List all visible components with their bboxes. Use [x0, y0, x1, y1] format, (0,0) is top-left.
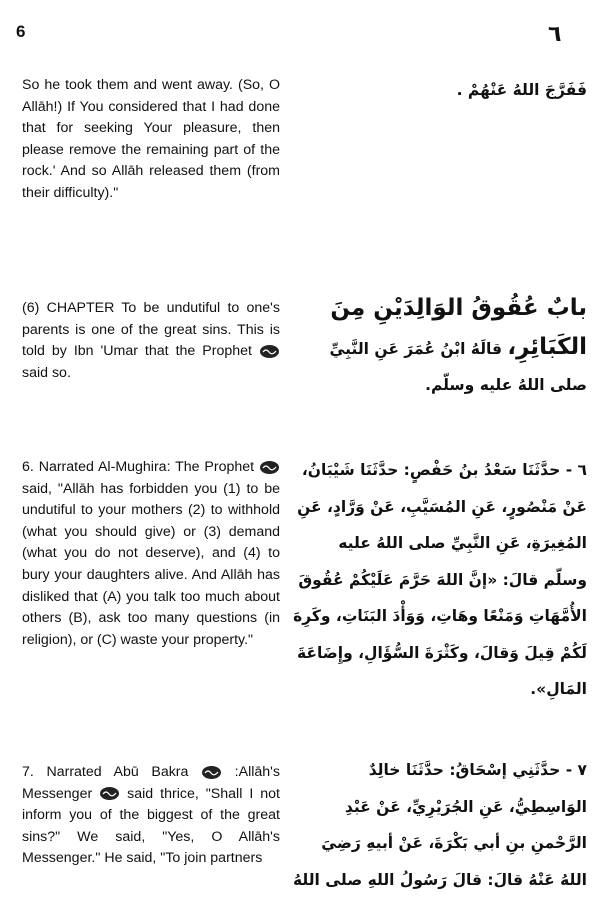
closing-arabic — [292, 72, 587, 109]
closing-english — [22, 75, 280, 205]
chapter-6-arabic-heading: بابٌ عُقُوقُ الوَالِدَيْنِ مِنَ الكَبَائِرِ، — [330, 295, 587, 360]
closing-english-text: So he took them and went away. (So, O Allāh!) If You considered that I had done that for seeking Your pleasure, then please remove the remaining part of the rock.' And so Allāh released them (from their difficulty)." — [22, 77, 280, 201]
hadith-6-arabic-text: ٦ - حدَّثَنَا سَعْدُ بنُ حَفْصٍ: حدَّثَنَا شَيْبَانُ، عَنْ مَنْصُورٍ، عَنِ المُسَيَّبِ، عَنْ وَرَّادٍ، عَنِ المُغِيرَةِ، عَنِ النَّبِيِّ صلى اللهُ عليه وسلّم قالَ: «إنَّ اللهَ حَرَّمَ عَلَيْكُمْ عُقُوقَ الأُمَّهَاتِ وَمَنْعًا وهَاتِ، وَوَأْدَ البَنَاتِ، وكَرِهَ لَكُمْ قِيلَ وَقالَ، وكَثْرَةَ السُّؤَالِ، وإِضَاعَةَ المَالِ». — [293, 461, 587, 698]
salutation-seal-icon — [259, 344, 280, 359]
hadith-7-arabic-text: ٧ - حدَّثَنِي إسْحَاقُ: حدَّثَنَا خالِدٌ الوَاسِطِيُّ، عَنِ الجُرَيْرِيِّ، عَنْ عَبْدِ الرَّحْمنِ بنِ أبي بَكْرَةَ، عَنْ أبيهِ رَضِيَ اللهُ عَنْهُ قالَ: قالَ رَسُولُ اللهِ صلى اللهُ — [292, 761, 587, 889]
hadith-7-english-intro: 7. Narrated Abū Bakra — [22, 764, 189, 780]
chapter-6-arabic — [292, 290, 587, 404]
hadith-6-english-text: said, "Allāh has forbidden you (1) to be undutiful to your mothers (2) to withhold (what you should give) or (3) demand (what you do not deserve), and (4) to bury your daughters alive. And Allāh has disliked that (A) you talk too much about others (B), ask too many questions (in religion), or (C) waste your property." — [22, 480, 280, 648]
chapter-6-arabic-text: قالَهُ ابْنُ عُمَرَ عَنِ النَّبِيِّ صلى اللهُ عليه وسلّم. — [329, 339, 587, 394]
hadith-6-english — [22, 457, 280, 651]
chapter-6-english-tail: said so. — [22, 364, 71, 381]
salutation-seal-icon — [259, 460, 280, 475]
hadith-7-english-text: said thrice, "Shall I not inform you of the biggest of the great sins?" We said, "Yes, O Allāh's Messenger." He said, "To join partners — [22, 785, 280, 867]
salutation-seal-icon — [201, 765, 222, 780]
salutation-seal-icon — [99, 786, 120, 801]
hadith-6-english-intro: 6. Narrated Al-Mughira: The Prophet — [22, 459, 255, 475]
chapter-6-english-text: (6) CHAPTER To be undutiful to one's parents is one of the great sins. This is told by Ibn 'Umar that the Prophet — [22, 300, 280, 360]
chapter-6-english — [22, 298, 280, 384]
page-number-latin: 6 — [16, 22, 26, 41]
hadith-7-arabic — [292, 752, 587, 898]
page-number-arabic: ٦ — [548, 22, 562, 47]
hadith-7-english-mid: :Allāh's Messenger — [22, 764, 280, 802]
hadith-7-english — [22, 762, 280, 870]
hadith-6-arabic — [292, 452, 587, 708]
closing-arabic-text: فَفَرَّجَ اللهُ عَنْهُمْ . — [456, 81, 587, 99]
